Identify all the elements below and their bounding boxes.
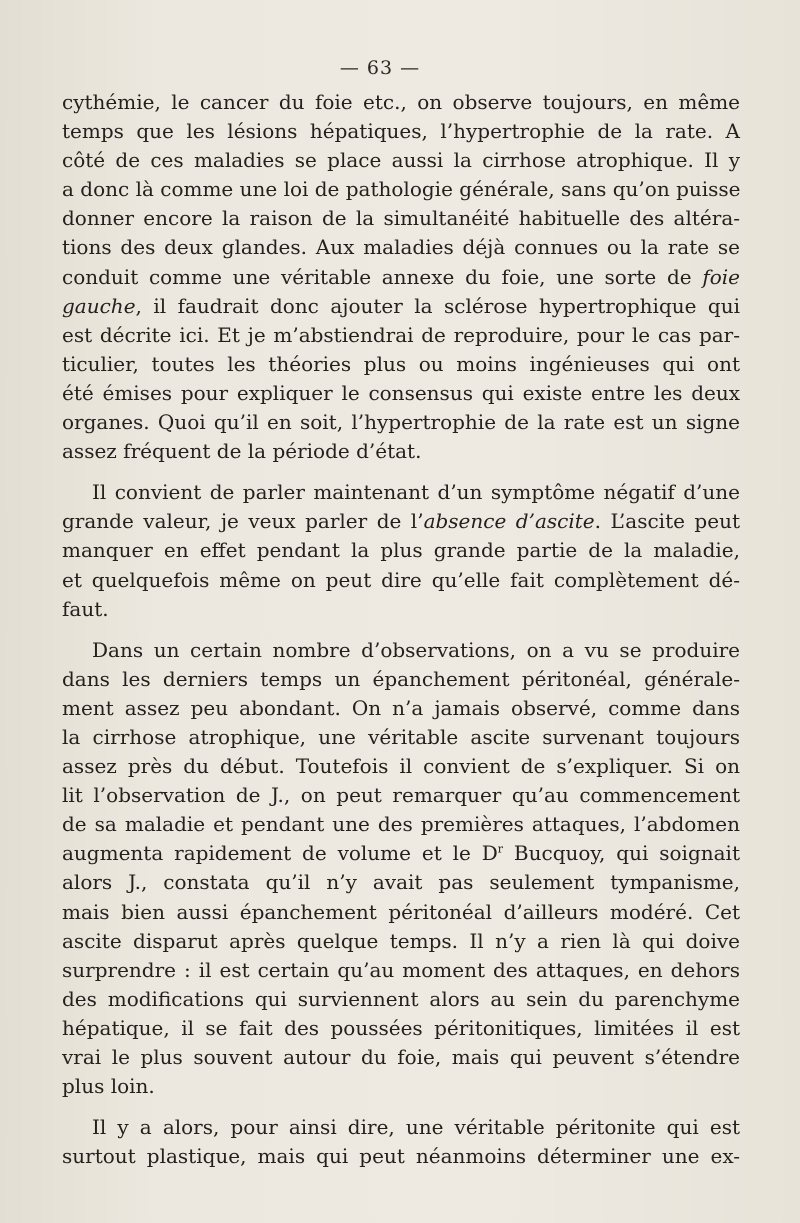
text-line: augmenta rapidement de volume et le $D^r$ Bucquoy, qui soignait <box>62 841 740 866</box>
text-line: alors J., constata qu’il n’y avait pas seulement tympanisme, <box>62 870 740 895</box>
paragraph-2 <box>62 478 740 623</box>
text-line: hépatique, il se fait des poussées péritonitiques, limitées il est <box>62 1015 740 1040</box>
text-line: vrai le plus souvent autour du foie, mais qui peuvent s’étendre <box>62 1045 740 1069</box>
paragraph-4 <box>62 1113 740 1171</box>
text-line: tions des deux glandes. Aux maladies déjà connues ou la rate se <box>62 235 740 260</box>
text-line: Dans un certain nombre d’observations, on a vu se produire <box>92 637 740 662</box>
text-line: côté de ces maladies se place aussi la cirrhose atrophique. Il y <box>62 148 740 173</box>
text-line: conduit comme une véritable annexe du foie, une sorte de foie <box>62 264 740 289</box>
text-line: temps que les lésions hépatiques, l’hypertrophie de la rate. A <box>62 119 740 144</box>
text-line: grande valeur, je veux parler de l’absence d’ascite. L’ascite peut <box>62 509 740 534</box>
italic-text: absence d’ascite <box>423 509 595 534</box>
italic-text: foie <box>702 264 740 289</box>
text-line: dans les derniers temps un épanchement péritonéal, générale- <box>62 666 740 691</box>
page-number: — 63 — <box>339 57 421 79</box>
paragraph-1 <box>62 88 740 466</box>
text-line: Il convient de parler maintenant d’un symptôme négatif d’une <box>92 480 740 505</box>
text-line: Il y a alors, pour ainsi dire, une véritable péritonite qui est <box>92 1115 740 1140</box>
text-line: ticulier, toutes les théories plus ou moins ingénieuses qui ont <box>62 351 740 376</box>
text-line: surtout plastique, mais qui peut néanmoins déterminer une ex- <box>62 1144 740 1169</box>
paragraph-3 <box>62 636 740 1102</box>
text-line: la cirrhose atrophique, une véritable ascite survenant toujours <box>62 724 740 749</box>
text-line: organes. Quoi qu’il en soit, l’hypertrophie de la rate est un signe <box>62 410 740 435</box>
text-line: donner encore la raison de la simultanéité habituelle des altéra- <box>62 206 740 231</box>
text-line: été émises pour expliquer le consensus qui existe entre les deux <box>62 380 740 405</box>
text-line: est décrite ici. Et je m’abstiendrai de reproduire, pour le cas par- <box>62 322 740 347</box>
text-line: de sa maladie et pendant une des premières attaques, l’abdomen <box>62 812 740 837</box>
body-text <box>62 88 740 1171</box>
text-line: gauche, il faudrait donc ajouter la sclérose hypertrophique qui <box>62 293 740 318</box>
text-line: lit l’observation de J., on peut remarquer qu’au commencement <box>62 783 740 808</box>
text-line: mais bien aussi épanchement péritonéal d’ailleurs modéré. Cet <box>62 899 740 924</box>
italic-text: gauche <box>62 293 136 318</box>
text-line: ment assez peu abondant. On n’a jamais observé, comme dans <box>62 695 740 720</box>
text-line: manquer en effet pendant la plus grande partie de la maladie, <box>62 538 740 563</box>
text-line: et quelquefois même on peut dire qu’elle fait complètement dé- <box>62 567 740 592</box>
text-line: cythémie, le cancer du foie etc., on observe toujours, en même <box>62 90 740 114</box>
superscript: r <box>497 842 504 856</box>
text-line: assez fréquent de la période d’état. <box>62 439 422 464</box>
text-line: des modifications qui surviennent alors au sein du parenchyme <box>62 986 740 1011</box>
text-line: a donc là comme une loi de pathologie générale, sans qu’on puisse <box>62 177 741 202</box>
text-line: ascite disparut après quelque temps. Il n’y a rien là qui doive <box>62 928 740 953</box>
text-line: plus loin. <box>62 1074 155 1099</box>
text-line: faut. <box>62 596 109 621</box>
text-line: surprendre : il est certain qu’au moment des attaques, en dehors <box>62 957 740 982</box>
text-line: assez près du début. Toutefois il convient de s’expliquer. Si on <box>62 754 740 779</box>
